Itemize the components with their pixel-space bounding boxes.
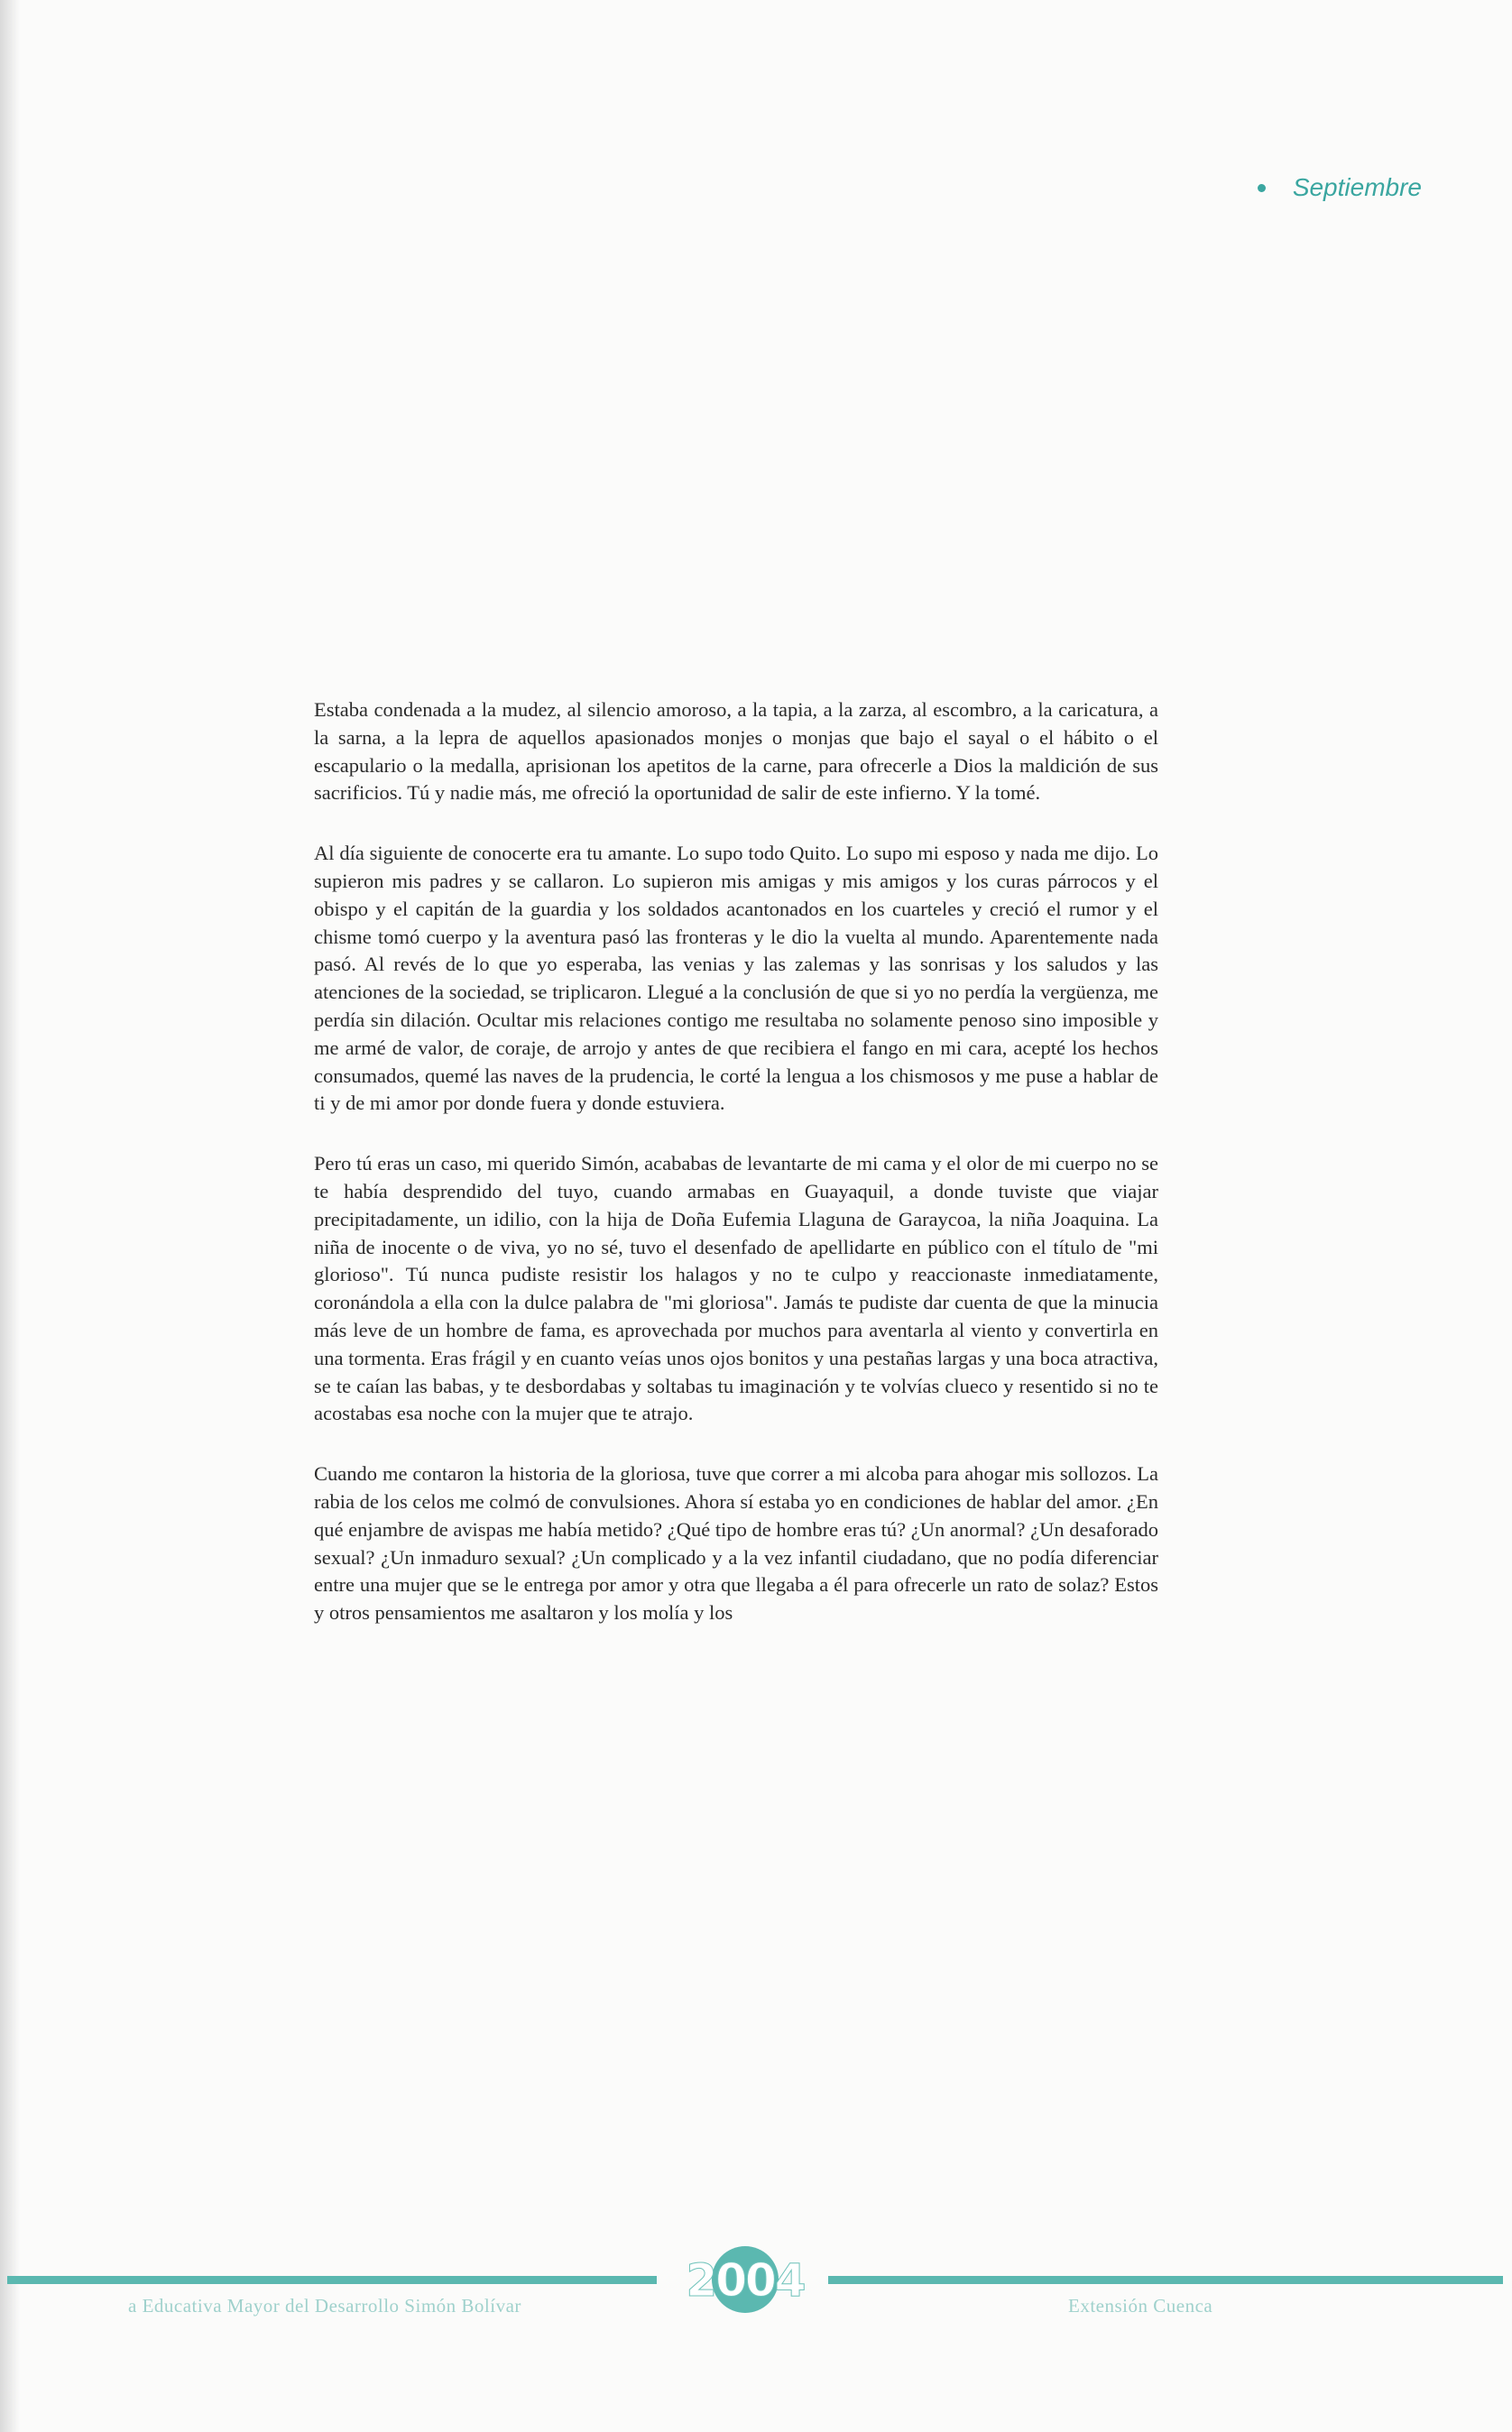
section-title: Septiembre	[1292, 173, 1422, 201]
paragraph: Pero tú eras un caso, mi querido Simón, acababas de levantarte de mi cama y el olor de mi cuerpo no se te había desprendido del tuyo, cuando armabas en Guayaquil, a donde tuviste que viajar precipitadamente, un idilio, con la hija de Doña Eufemia Llaguna de Garaycoa, la niña Joaquina. La niña de inocente o de viva, yo no sé, tuvo el desenfado de apellidarte en público con el título de "mi glorioso". Tú nunca pudiste resistir los halagos y no te culpo y reaccionaste inmediatamente, coronándola a ella con la dulce palabra de "mi gloriosa". Jamás te pudiste dar cuenta de que la minucia más leve de un hombre de fama, es aprovechada por muchos para aventarla al viento y convertirla en una tormenta. Eras frágil y en cuanto veías unos ojos bonitos y una pestañas largas y una boca atractiva, se te caían las babas, y te desbordabas y soltabas tu imaginación y te volvías clueco y resentido si no te acostabas esa noche con la mujer que te atrajo.	[314, 1152, 1158, 1425]
body-text	[314, 696, 1158, 1660]
paragraph: Cuando me contaron la historia de la gloriosa, tuve que correr a mi alcoba para ahogar mis sollozos. La rabia de los celos me colmó de convulsiones. Ahora sí estaba yo en condiciones de hablar del amor. ¿En qué enjambre de avispas me había metido? ¿Qué tipo de hombre eras tú? ¿Un anormal? ¿Un desaforado sexual? ¿Un inmaduro sexual? ¿Un complicado y a la vez infantil ciudadano, que no podía diferenciar entre una mujer que se le entrega por amor y otra que llegaba a él para ofrecerle un rato de solaz? Estos y otros pensamientos me asaltaron y los molía y los	[314, 1462, 1158, 1625]
year-text: 2004	[686, 2254, 805, 2307]
page-header	[1258, 173, 1422, 202]
paragraph: Al día siguiente de conocerte era tu amante. Lo supo todo Quito. Lo supo mi esposo y nada me dijo. Lo supieron mis padres y se callaron. Lo supieron mis amigas y mis amigos y los curas párrocos y el obispo y el capitán de la guardia y los soldados acantonados en los cuarteles y creció el rumor y el chisme tomó cuerpo y la aventura pasó las fronteras y le dio la vuelta al mundo. Aparentemente nada pasó. Al revés de lo que yo esperaba, las venias y las zalemas y las sonrisas y los saludos y las atenciones de la sociedad, se triplicaron. Llegué a la conclusión de que si yo no perdía la vergüenza, me perdía sin dilación. Ocultar mis relaciones contigo me resultaba no solamente penoso sino imposible y me armé de valor, de coraje, de arrojo y antes de que recibiera el fango en mi cara, acepté los hechos consumados, quemé las naves de la prudencia, le corté la lengua a los chismosos y me puse a hablar de ti y de mi amor por donde fuera y donde estuviera.	[314, 842, 1158, 1115]
year-logo	[682, 2246, 808, 2315]
footer-institution: a Educativa Mayor del Desarrollo Simón Bolívar	[128, 2295, 521, 2317]
footer-rule-left	[7, 2276, 657, 2284]
paragraph: Estaba condenada a la mudez, al silencio amoroso, a la tapia, a la zarza, al escombro, a la caricatura, a la sarna, a la lepra de aquellos apasionados monjes o monjas que bajo el sayal o el hábito o el escapulario o la medalla, aprisionan los apetitos de la carne, para ofrecerle a Dios la maldición de sus sacrificios. Tú y nadie más, me ofreció la oportunidad de salir de este infierno. Y la tomé.	[314, 698, 1158, 805]
footer-rule-right	[828, 2276, 1503, 2284]
header-bullet-icon	[1258, 184, 1266, 192]
footer-extension: Extensión Cuenca	[1068, 2295, 1213, 2317]
page-edge-shadow	[0, 0, 20, 2432]
